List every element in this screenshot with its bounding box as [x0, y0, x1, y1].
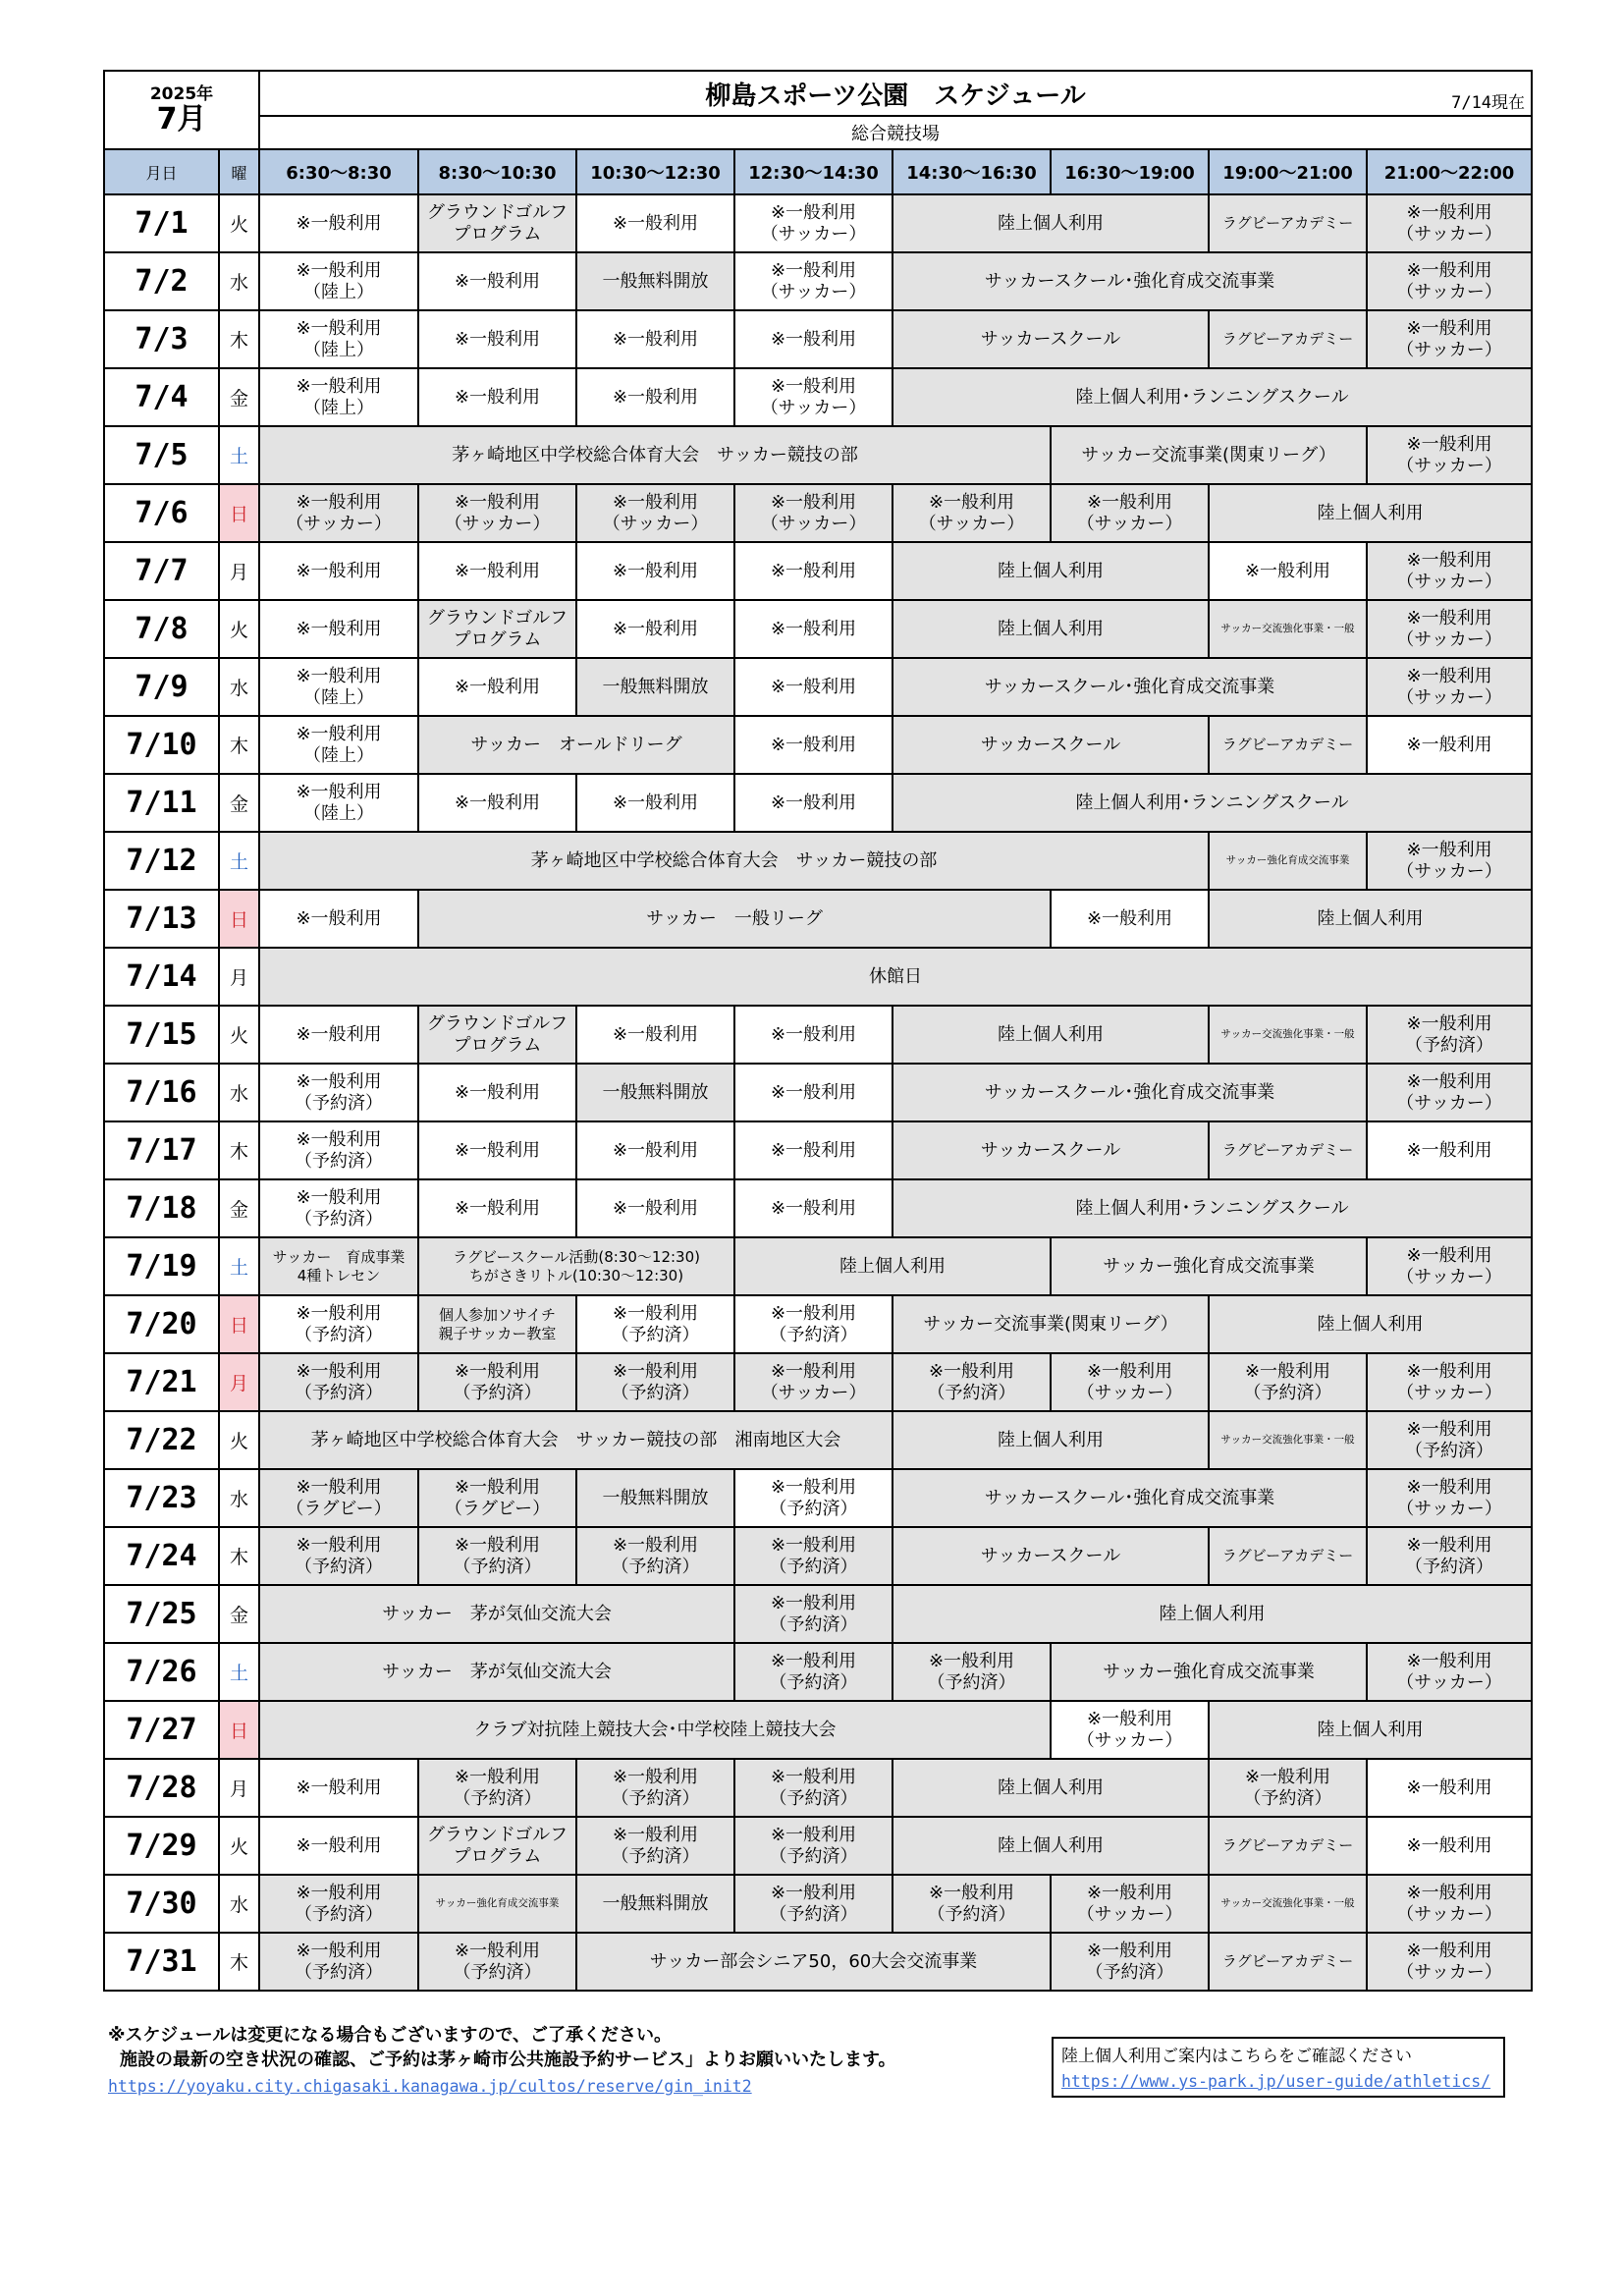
schedule-row	[104, 252, 1532, 310]
schedule-row	[104, 600, 1532, 658]
schedule-row	[104, 1006, 1532, 1064]
schedule-cell: ※一般利用	[1367, 1121, 1532, 1179]
date-cell: 7/23	[104, 1469, 219, 1527]
footer-notes	[108, 2023, 1021, 2099]
date-cell: 7/15	[104, 1006, 219, 1064]
schedule-row	[104, 1411, 1532, 1469]
schedule-cell: ※一般利用 （サッカー）	[1367, 252, 1532, 310]
schedule-cell: 茅ヶ崎地区中学校総合体育大会 サッカー競技の部	[259, 426, 1051, 484]
weekday-cell: 土	[219, 832, 259, 890]
schedule-cell: ※一般利用 （予約済）	[259, 1353, 418, 1411]
weekday-cell: 月	[219, 542, 259, 600]
date-cell: 7/9	[104, 658, 219, 716]
schedule-cell: ※一般利用 （ラグビー）	[418, 1469, 576, 1527]
reservation-notice: 施設の最新の空き状況の確認、ご予約は茅ヶ崎市公共施設予約サービス」よりお願いいたします。	[120, 2050, 896, 2070]
schedule-cell: ※一般利用	[576, 1179, 734, 1237]
schedule-cell: ※一般利用 （サッカー）	[1367, 1469, 1532, 1527]
weekday-cell: 木	[219, 716, 259, 774]
schedule-cell: 陸上個人利用	[1209, 1295, 1532, 1353]
schedule-cell: 茅ヶ崎地区中学校総合体育大会 サッカー競技の部 湘南地区大会	[259, 1411, 893, 1469]
date-cell: 7/2	[104, 252, 219, 310]
schedule-row	[104, 1585, 1532, 1643]
schedule-cell: ※一般利用 （サッカー）	[1367, 1064, 1532, 1121]
date-cell: 7/18	[104, 1179, 219, 1237]
date-cell: 7/20	[104, 1295, 219, 1353]
schedule-cell: ※一般利用	[418, 310, 576, 368]
schedule-cell: ラグビーアカデミー	[1209, 1933, 1367, 1991]
weekday-cell: 月	[219, 1759, 259, 1817]
date-cell: 7/25	[104, 1585, 219, 1643]
date-cell: 7/19	[104, 1237, 219, 1295]
schedule-cell: 陸上個人利用	[893, 1006, 1209, 1064]
schedule-cell: ※一般利用 （予約済）	[1209, 1759, 1367, 1817]
schedule-cell: ※一般利用	[576, 1121, 734, 1179]
schedule-title-cell	[259, 71, 1532, 116]
schedule-row	[104, 890, 1532, 948]
schedule-cell: ※一般利用 （予約済）	[734, 1759, 893, 1817]
schedule-row	[104, 484, 1532, 542]
schedule-cell: 陸上個人利用	[893, 1817, 1209, 1875]
schedule-cell: ※一般利用	[734, 1121, 893, 1179]
schedule-cell: 個人参加ソサイチ 親子サッカー教室	[418, 1295, 576, 1353]
date-cell: 7/14	[104, 948, 219, 1006]
schedule-cell: ※一般利用	[418, 368, 576, 426]
schedule-cell: ※一般利用 （予約済）	[893, 1875, 1051, 1933]
schedule-cell: サッカースクール	[893, 1121, 1209, 1179]
schedule-cell: 休館日	[259, 948, 1532, 1006]
weekday-cell: 火	[219, 194, 259, 252]
schedule-cell: ※一般利用 （予約済）	[1367, 1527, 1532, 1585]
schedule-cell: ※一般利用	[576, 310, 734, 368]
date-cell: 7/6	[104, 484, 219, 542]
date-cell: 7/30	[104, 1875, 219, 1933]
weekday-cell: 火	[219, 1817, 259, 1875]
schedule-cell: ※一般利用	[418, 252, 576, 310]
schedule-cell: 陸上個人利用･ランニングスクール	[893, 1179, 1532, 1237]
weekday-cell: 日	[219, 890, 259, 948]
date-cell: 7/21	[104, 1353, 219, 1411]
weekday-cell: 日	[219, 484, 259, 542]
schedule-row	[104, 1875, 1532, 1933]
schedule-cell: ※一般利用	[1051, 890, 1209, 948]
schedule-cell: ※一般利用 （サッカー）	[734, 484, 893, 542]
weekday-cell: 木	[219, 1121, 259, 1179]
schedule-cell: ※一般利用 （予約済）	[1367, 1006, 1532, 1064]
schedule-cell: グラウンドゴルフ プログラム	[418, 1817, 576, 1875]
reservation-link[interactable]: https://yoyaku.city.chigasaki.kanagawa.jp/cultos/reserve/gin_init2	[108, 2077, 752, 2096]
schedule-cell: ※一般利用 （予約済）	[259, 1875, 418, 1933]
weekday-cell: 月	[219, 948, 259, 1006]
weekday-cell: 火	[219, 1411, 259, 1469]
schedule-cell: ※一般利用	[1209, 542, 1367, 600]
schedule-cell: ※一般利用 （予約済）	[259, 1527, 418, 1585]
schedule-cell: ※一般利用 （陸上）	[259, 716, 418, 774]
schedule-cell: ※一般利用 （サッカー）	[734, 252, 893, 310]
schedule-cell: ※一般利用 （陸上）	[259, 252, 418, 310]
schedule-cell: ※一般利用 （サッカー）	[1051, 1701, 1209, 1759]
schedule-cell: クラブ対抗陸上競技大会･中学校陸上競技大会	[259, 1701, 1051, 1759]
schedule-cell: ※一般利用	[259, 1759, 418, 1817]
schedule-cell: ※一般利用 （予約済）	[576, 1295, 734, 1353]
header-weekday: 曜	[219, 149, 259, 194]
weekday-cell: 火	[219, 600, 259, 658]
schedule-cell: ※一般利用	[259, 890, 418, 948]
schedule-cell: サッカー交流強化事業・一般	[1209, 1411, 1367, 1469]
schedule-cell: ※一般利用 （予約済）	[418, 1353, 576, 1411]
schedule-cell: ※一般利用 （予約済）	[734, 1585, 893, 1643]
schedule-cell: ※一般利用	[734, 1179, 893, 1237]
schedule-cell: ※一般利用 （サッカー）	[1367, 310, 1532, 368]
schedule-cell: サッカー部会シニア50，60大会交流事業	[576, 1933, 1051, 1991]
schedule-cell: ※一般利用 （サッカー）	[418, 484, 576, 542]
schedule-cell: ※一般利用	[418, 1121, 576, 1179]
schedule-table	[103, 70, 1533, 1992]
schedule-cell: 陸上個人利用	[893, 1585, 1532, 1643]
schedule-cell: ※一般利用 （サッカー）	[576, 484, 734, 542]
schedule-row	[104, 310, 1532, 368]
schedule-cell: ※一般利用 （ラグビー）	[259, 1469, 418, 1527]
schedule-cell: ※一般利用 （サッカー）	[1367, 1353, 1532, 1411]
date-cell: 7/27	[104, 1701, 219, 1759]
athletics-info-text: 陸上個人利用ご案内はこちらをご確認ください	[1061, 2047, 1412, 2066]
schedule-cell: ※一般利用 （サッカー）	[1367, 658, 1532, 716]
year-label: 2025年	[149, 84, 214, 104]
schedule-cell: ※一般利用 （予約済）	[418, 1933, 576, 1991]
schedule-cell: ※一般利用 （予約済）	[259, 1295, 418, 1353]
schedule-cell: ※一般利用 （予約済）	[259, 1179, 418, 1237]
schedule-cell: グラウンドゴルフ プログラム	[418, 1006, 576, 1064]
schedule-cell: ※一般利用	[259, 194, 418, 252]
date-cell: 7/7	[104, 542, 219, 600]
schedule-cell: 一般無料開放	[576, 252, 734, 310]
header-slot: 21:00～22:00	[1367, 149, 1532, 194]
schedule-row	[104, 1064, 1532, 1121]
schedule-cell: サッカー強化育成交流事業	[1051, 1237, 1367, 1295]
schedule-cell: ※一般利用	[1367, 716, 1532, 774]
header-slot: 8:30～10:30	[418, 149, 576, 194]
schedule-row	[104, 774, 1532, 832]
schedule-row	[104, 1759, 1532, 1817]
schedule-cell: ※一般利用 （予約済）	[734, 1469, 893, 1527]
venue-name: 総合競技場	[259, 116, 1532, 149]
header-slot: 6:30～8:30	[259, 149, 418, 194]
schedule-cell: ※一般利用 （サッカー）	[1367, 600, 1532, 658]
schedule-cell: 陸上個人利用･ランニングスクール	[893, 368, 1532, 426]
header-date: 月日	[104, 149, 219, 194]
schedule-cell: 陸上個人利用	[893, 1411, 1209, 1469]
schedule-cell: 陸上個人利用	[893, 1759, 1209, 1817]
schedule-cell: ※一般利用	[1367, 1759, 1532, 1817]
weekday-cell: 日	[219, 1295, 259, 1353]
schedule-cell: サッカー 茅が気仙交流大会	[259, 1585, 734, 1643]
schedule-cell: サッカースクール･強化育成交流事業	[893, 1469, 1367, 1527]
schedule-cell: ラグビーアカデミー	[1209, 194, 1367, 252]
schedule-cell: サッカー交流強化事業・一般	[1209, 600, 1367, 658]
athletics-info-box	[1052, 2037, 1505, 2098]
schedule-cell: ※一般利用 （予約済）	[259, 1933, 418, 1991]
date-cell: 7/28	[104, 1759, 219, 1817]
schedule-cell: ※一般利用	[418, 542, 576, 600]
schedule-cell: ※一般利用 （サッカー）	[1367, 832, 1532, 890]
schedule-cell: ※一般利用 （サッカー）	[1367, 1933, 1532, 1991]
schedule-cell: サッカースクール	[893, 310, 1209, 368]
weekday-cell: 土	[219, 426, 259, 484]
schedule-cell: ※一般利用	[259, 600, 418, 658]
date-cell: 7/1	[104, 194, 219, 252]
schedule-row	[104, 658, 1532, 716]
schedule-cell: ※一般利用 （陸上）	[259, 368, 418, 426]
schedule-row	[104, 1933, 1532, 1991]
date-cell: 7/3	[104, 310, 219, 368]
change-notice: ※スケジュールは変更になる場合もございますので、ご了承ください。	[108, 2025, 673, 2046]
schedule-cell: ラグビーアカデミー	[1209, 1527, 1367, 1585]
athletics-guide-link[interactable]: https://www.ys-park.jp/user-guide/athletics/	[1061, 2072, 1491, 2091]
schedule-cell: ※一般利用	[1367, 1817, 1532, 1875]
schedule-cell: ※一般利用	[576, 774, 734, 832]
schedule-cell: ※一般利用 （陸上）	[259, 310, 418, 368]
schedule-cell: ※一般利用 （サッカー）	[1367, 1875, 1532, 1933]
schedule-row	[104, 542, 1532, 600]
schedule-row	[104, 1353, 1532, 1411]
weekday-cell: 土	[219, 1643, 259, 1701]
schedule-row	[104, 1817, 1532, 1875]
schedule-cell: ※一般利用 （サッカー）	[1367, 194, 1532, 252]
schedule-cell: 陸上個人利用	[1209, 484, 1532, 542]
schedule-cell: ラグビーアカデミー	[1209, 1121, 1367, 1179]
weekday-cell: 水	[219, 1064, 259, 1121]
schedule-cell: ラグビーアカデミー	[1209, 310, 1367, 368]
schedule-cell: ※一般利用 （サッカー）	[259, 484, 418, 542]
weekday-cell: 木	[219, 310, 259, 368]
schedule-cell: ※一般利用	[259, 1817, 418, 1875]
schedule-row	[104, 1237, 1532, 1295]
schedule-cell: ※一般利用	[734, 310, 893, 368]
schedule-cell: サッカースクール	[893, 716, 1209, 774]
date-cell: 7/8	[104, 600, 219, 658]
schedule-cell: サッカー オールドリーグ	[418, 716, 734, 774]
schedule-cell: 一般無料開放	[576, 658, 734, 716]
as-of-date: 7/14現在	[1451, 93, 1526, 113]
schedule-cell: ※一般利用 （サッカー）	[1051, 1353, 1209, 1411]
schedule-row	[104, 948, 1532, 1006]
schedule-cell: 陸上個人利用･ランニングスクール	[893, 774, 1532, 832]
date-cell: 7/31	[104, 1933, 219, 1991]
schedule-row	[104, 1469, 1532, 1527]
schedule-row	[104, 1527, 1532, 1585]
header-slot: 19:00～21:00	[1209, 149, 1367, 194]
date-cell: 7/11	[104, 774, 219, 832]
schedule-cell: 陸上個人利用	[1209, 1701, 1532, 1759]
schedule-cell: ※一般利用	[734, 658, 893, 716]
schedule-cell: ※一般利用 （予約済）	[734, 1875, 893, 1933]
schedule-cell: 茅ヶ崎地区中学校総合体育大会 サッカー競技の部	[259, 832, 1209, 890]
schedule-cell: ※一般利用 （予約済）	[259, 1064, 418, 1121]
schedule-cell: サッカー交流事業(関東リーグ）	[893, 1295, 1209, 1353]
schedule-cell: ※一般利用 （予約済）	[1051, 1933, 1209, 1991]
schedule-cell: サッカー交流事業(関東リーグ）	[1051, 426, 1367, 484]
schedule-cell: ※一般利用 （サッカー）	[734, 194, 893, 252]
year-month-cell	[104, 71, 259, 149]
weekday-cell: 金	[219, 1585, 259, 1643]
schedule-cell: 一般無料開放	[576, 1064, 734, 1121]
schedule-cell: ※一般利用	[418, 658, 576, 716]
schedule-cell: ※一般利用	[418, 1064, 576, 1121]
schedule-cell: サッカー強化育成交流事業	[418, 1875, 576, 1933]
header-slot: 10:30～12:30	[576, 149, 734, 194]
weekday-cell: 金	[219, 1179, 259, 1237]
schedule-row	[104, 716, 1532, 774]
schedule-cell: サッカースクール･強化育成交流事業	[893, 252, 1367, 310]
schedule-cell: ※一般利用 （予約済）	[576, 1759, 734, 1817]
schedule-cell: 陸上個人利用	[893, 542, 1209, 600]
schedule-cell: ※一般利用 （予約済）	[576, 1527, 734, 1585]
schedule-cell: ※一般利用	[576, 1006, 734, 1064]
schedule-cell: ※一般利用 （陸上）	[259, 774, 418, 832]
schedule-cell: ※一般利用 （サッカー）	[1367, 426, 1532, 484]
schedule-cell: ※一般利用 （予約済）	[734, 1527, 893, 1585]
schedule-cell: 陸上個人利用	[893, 600, 1209, 658]
date-cell: 7/4	[104, 368, 219, 426]
schedule-cell: グラウンドゴルフ プログラム	[418, 600, 576, 658]
schedule-cell: ラグビースクール活動(8:30～12:30) ちがさきリトル(10:30～12:30)	[418, 1237, 734, 1295]
schedule-cell: ※一般利用 （サッカー）	[734, 368, 893, 426]
schedule-row	[104, 1643, 1532, 1701]
schedule-row	[104, 1295, 1532, 1353]
schedule-row	[104, 1121, 1532, 1179]
date-cell: 7/13	[104, 890, 219, 948]
schedule-cell: ※一般利用 （サッカー）	[893, 484, 1051, 542]
schedule-cell: ※一般利用 （予約済）	[734, 1817, 893, 1875]
schedule-cell: サッカー 一般リーグ	[418, 890, 1051, 948]
schedule-cell: ※一般利用 （予約済）	[576, 1353, 734, 1411]
schedule-cell: ※一般利用	[576, 194, 734, 252]
schedule-cell: サッカー強化育成交流事業	[1051, 1643, 1367, 1701]
schedule-cell: ※一般利用	[576, 600, 734, 658]
date-cell: 7/5	[104, 426, 219, 484]
schedule-cell: ※一般利用 （予約済）	[259, 1121, 418, 1179]
date-cell: 7/24	[104, 1527, 219, 1585]
column-header-row	[104, 149, 1532, 194]
weekday-cell: 日	[219, 1701, 259, 1759]
schedule-cell: ※一般利用	[734, 1006, 893, 1064]
schedule-cell: ※一般利用 （サッカー）	[734, 1353, 893, 1411]
schedule-cell: ※一般利用	[259, 1006, 418, 1064]
schedule-cell: サッカー 育成事業 4種トレセン	[259, 1237, 418, 1295]
schedule-cell: ※一般利用 （サッカー）	[1367, 1237, 1532, 1295]
schedule-cell: ※一般利用	[734, 774, 893, 832]
schedule-cell: サッカー強化育成交流事業	[1209, 832, 1367, 890]
weekday-cell: 水	[219, 252, 259, 310]
schedule-cell: ※一般利用 （予約済）	[893, 1353, 1051, 1411]
schedule-cell: ※一般利用 （予約済）	[418, 1527, 576, 1585]
schedule-cell: サッカー交流強化事業・一般	[1209, 1006, 1367, 1064]
schedule-cell: ※一般利用 （予約済）	[734, 1643, 893, 1701]
schedule-row	[104, 426, 1532, 484]
weekday-cell: 水	[219, 1469, 259, 1527]
schedule-cell: ※一般利用 （予約済）	[1209, 1353, 1367, 1411]
schedule-cell: ※一般利用 （サッカー）	[1051, 1875, 1209, 1933]
header-slot: 14:30～16:30	[893, 149, 1051, 194]
weekday-cell: 水	[219, 658, 259, 716]
schedule-cell: ※一般利用	[734, 716, 893, 774]
schedule-cell: ラグビーアカデミー	[1209, 1817, 1367, 1875]
date-cell: 7/10	[104, 716, 219, 774]
schedule-cell: ※一般利用	[576, 368, 734, 426]
schedule-cell: ※一般利用 （予約済）	[1367, 1411, 1532, 1469]
schedule-cell: ※一般利用 （サッカー）	[1051, 484, 1209, 542]
schedule-cell: サッカースクール･強化育成交流事業	[893, 1064, 1367, 1121]
header-slot: 12:30～14:30	[734, 149, 893, 194]
weekday-cell: 土	[219, 1237, 259, 1295]
schedule-row	[104, 832, 1532, 890]
schedule-cell: ※一般利用 （サッカー）	[1367, 1643, 1532, 1701]
schedule-cell: ※一般利用	[259, 542, 418, 600]
schedule-cell: 一般無料開放	[576, 1875, 734, 1933]
schedule-cell: 陸上個人利用	[734, 1237, 1051, 1295]
weekday-cell: 木	[219, 1527, 259, 1585]
schedule-cell: サッカースクール･強化育成交流事業	[893, 658, 1367, 716]
schedule-row	[104, 1179, 1532, 1237]
weekday-cell: 木	[219, 1933, 259, 1991]
weekday-cell: 火	[219, 1006, 259, 1064]
date-cell: 7/29	[104, 1817, 219, 1875]
schedule-row	[104, 194, 1532, 252]
month-label: 7月	[156, 102, 207, 137]
schedule-cell: ※一般利用	[734, 542, 893, 600]
schedule-row	[104, 368, 1532, 426]
weekday-cell: 金	[219, 368, 259, 426]
date-cell: 7/17	[104, 1121, 219, 1179]
schedule-cell: 陸上個人利用	[1209, 890, 1532, 948]
schedule-row	[104, 1701, 1532, 1759]
schedule-cell: サッカー交流強化事業・一般	[1209, 1875, 1367, 1933]
schedule-cell: グラウンドゴルフ プログラム	[418, 194, 576, 252]
date-cell: 7/26	[104, 1643, 219, 1701]
weekday-cell: 水	[219, 1875, 259, 1933]
schedule-cell: ※一般利用	[418, 1179, 576, 1237]
schedule-cell: 一般無料開放	[576, 1469, 734, 1527]
weekday-cell: 月	[219, 1353, 259, 1411]
schedule-title: 柳島スポーツ公園 スケジュール	[705, 81, 1086, 111]
schedule-cell: ※一般利用 （陸上）	[259, 658, 418, 716]
schedule-cell: ※一般利用 （サッカー）	[1367, 542, 1532, 600]
schedule-cell: ※一般利用	[418, 774, 576, 832]
schedule-cell: ※一般利用	[734, 600, 893, 658]
header-slot: 16:30～19:00	[1051, 149, 1209, 194]
schedule-cell: ※一般利用 （予約済）	[734, 1295, 893, 1353]
schedule-cell: ※一般利用 （予約済）	[418, 1759, 576, 1817]
schedule-cell: ※一般利用 （予約済）	[576, 1817, 734, 1875]
schedule-cell: サッカースクール	[893, 1527, 1209, 1585]
schedule-cell: ラグビーアカデミー	[1209, 716, 1367, 774]
schedule-cell: サッカー 茅が気仙交流大会	[259, 1643, 734, 1701]
date-cell: 7/16	[104, 1064, 219, 1121]
date-cell: 7/22	[104, 1411, 219, 1469]
schedule-cell: ※一般利用	[734, 1064, 893, 1121]
weekday-cell: 金	[219, 774, 259, 832]
schedule-cell: 陸上個人利用	[893, 194, 1209, 252]
date-cell: 7/12	[104, 832, 219, 890]
schedule-cell: ※一般利用 （予約済）	[893, 1643, 1051, 1701]
schedule-cell: ※一般利用	[576, 542, 734, 600]
